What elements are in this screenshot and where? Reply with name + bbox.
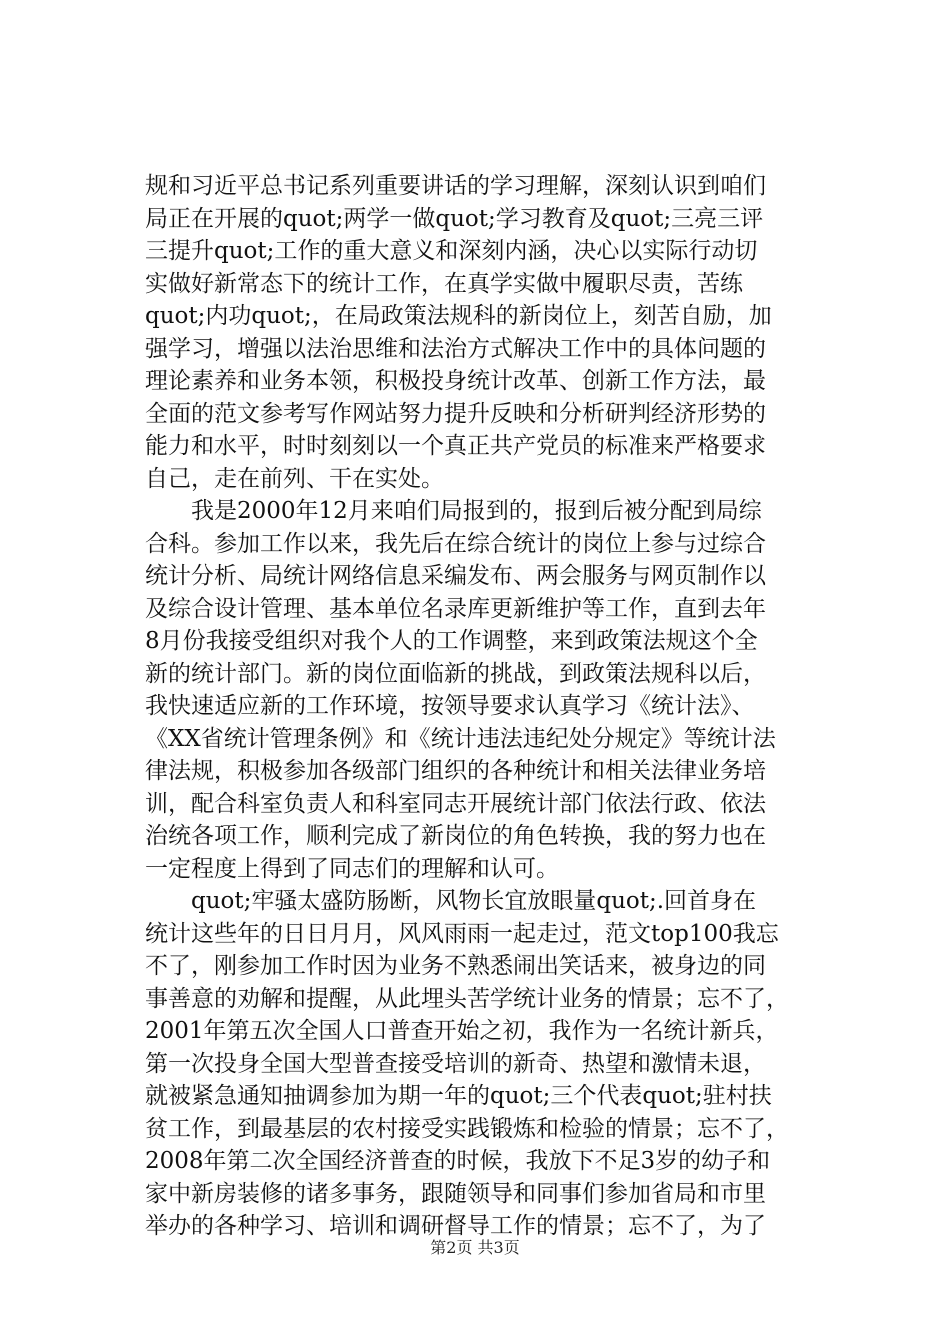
text-line: 自己，走在前列、干在实处。: [145, 465, 444, 492]
text-line: 能力和水平，时时刻刻以一个真正共产党员的标准来严格要求: [145, 433, 766, 459]
text-line: 治统各项工作，顺利完成了新岗位的角色转换，我的努力也在: [145, 823, 766, 849]
text-line: 三提升quot;工作的重大意义和深刻内涵，决心以实际行动切: [145, 238, 758, 264]
text-line: 第一次投身全国大型普查接受培训的新奇、热望和激情未退，: [145, 1050, 766, 1077]
text-line: 2008年第二次全国经济普查的时候，我放下不足3岁的幼子和: [145, 1148, 771, 1174]
text-line: 8月份我接受组织对我个人的工作调整，来到政策法规这个全: [145, 628, 758, 654]
text-line: 律法规，积极参加各级部门组织的各种统计和相关法律业务培: [145, 758, 766, 784]
text-line: quot;内功quot;，在局政策法规科的新岗位上，刻苦自励，加: [145, 303, 772, 329]
text-line: 举办的各种学习、培训和调研督导工作的情景；忘不了，为了: [145, 1213, 766, 1239]
text-line: 训，配合科室负责人和科室同志开展统计部门依法行政、依法: [145, 790, 766, 817]
text-line: 我快速适应新的工作环境，按领导要求认真学习《统计法》、: [145, 693, 755, 719]
text-line: 《XX省统计管理条例》和《统计违法违纪处分规定》等统计法: [145, 725, 776, 752]
text-line: 理论素养和业务本领，积极投身统计改革、创新工作方法，最: [145, 368, 766, 394]
text-line: 局正在开展的quot;两学一做quot;学习教育及quot;三亮三评: [145, 205, 764, 232]
text-line: 实做好新常态下的统计工作，在真学实做中履职尽责，苦练: [145, 270, 743, 297]
text-line: 事善意的劝解和提醒，从此埋头苦学统计业务的情景；忘不了，: [145, 985, 789, 1012]
page-footer: 第2页 共3页: [430, 1238, 520, 1257]
text-line: 家中新房装修的诸多事务，跟随领导和同事们参加省局和市里: [145, 1180, 766, 1207]
body-text: [145, 170, 845, 1243]
text-line: 全面的范文参考写作网站努力提升反映和分析研判经济形势的: [145, 400, 766, 427]
text-line: quot;牢骚太盛防肠断，风物长宜放眼量quot;.回首身在: [145, 888, 757, 914]
text-line: 贫工作，到最基层的农村接受实践锻炼和检验的情景；忘不了，: [145, 1115, 789, 1142]
text-line: 一定程度上得到了同志们的理解和认可。: [145, 855, 559, 882]
text-line: 2001年第五次全国人口普查开始之初，我作为一名统计新兵，: [145, 1018, 779, 1044]
text-line: 新的统计部门。新的岗位面临新的挑战，到政策法规科以后，: [145, 660, 766, 687]
text-line: 统计分析、局统计网络信息采编发布、两会服务与网页制作以: [145, 563, 766, 589]
text-line: 强学习，增强以法治思维和法治方式解决工作中的具体问题的: [145, 335, 766, 362]
text-line: 不了，刚参加工作时因为业务不熟悉闹出笑话来，被身边的同: [145, 953, 766, 979]
text-line: 统计这些年的日日月月，风风雨雨一起走过，范文top100我忘: [145, 920, 779, 947]
text-line: 合科。参加工作以来，我先后在综合统计的岗位上参与过综合: [145, 530, 766, 557]
text-line: 及综合设计管理、基本单位名录库更新维护等工作，直到去年: [145, 595, 766, 622]
text-line: 就被紧急通知抽调参加为期一年的quot;三个代表quot;驻村扶: [145, 1083, 772, 1109]
text-line: 规和习近平总书记系列重要讲话的学习理解，深刻认识到咱们: [145, 173, 766, 199]
text-line: 我是2000年12月来咱们局报到的，报到后被分配到局综: [145, 498, 762, 524]
